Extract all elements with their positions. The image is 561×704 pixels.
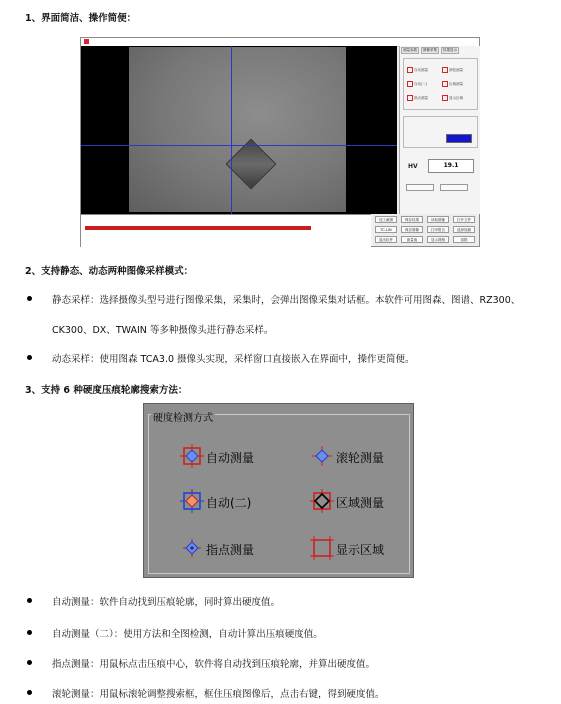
bullet-dot (27, 296, 32, 301)
bullet-dot (27, 630, 32, 635)
button-7[interactable]: 选择视频 (453, 226, 475, 233)
button-9[interactable]: 测量值 (401, 236, 423, 243)
bullet-dot (27, 355, 32, 360)
profile-bar (85, 226, 311, 230)
mini-option-2[interactable]: 滚轮测量 (442, 67, 463, 73)
mini-option-1[interactable]: 自动测量 (407, 67, 428, 73)
point-measure-icon (180, 536, 204, 560)
button-0[interactable]: 加工截图 (375, 216, 397, 223)
hv-value: 19.1 (428, 159, 474, 173)
section-heading-3: 3、支持 6 种硬度压痕轮廓搜索方法： (25, 385, 188, 396)
bullet-static-line1: 静态采样：选择摄像头型号进行图像采集，采集时，会弹出图像采集对话框。本软件可用图森、图谱、RZ300、 (52, 295, 521, 306)
option-label: 滚轮测量 (336, 451, 385, 465)
button-1[interactable]: 保存结果 (401, 216, 423, 223)
display-group (403, 116, 478, 148)
button-6[interactable]: 打印报告 (427, 226, 449, 233)
mini-option-3[interactable]: 自动(二) (407, 81, 427, 87)
option-auto-two[interactable] (180, 489, 280, 513)
mini-option-6[interactable]: 显示区域 (442, 95, 463, 101)
button-5[interactable]: 保存图像 (401, 226, 423, 233)
bullet-dot (27, 598, 32, 603)
option-area-measure[interactable] (310, 489, 410, 513)
bullet-dot (27, 660, 32, 665)
panel-title: 硬度检测方式 (151, 409, 215, 424)
mini-option-4[interactable]: 区域测量 (442, 81, 463, 87)
option-label: 自动测量 (206, 451, 255, 465)
option-label: 区域测量 (336, 496, 385, 510)
option-wheel-measure[interactable] (310, 444, 410, 468)
auto-two-icon (180, 489, 204, 513)
tab-capture[interactable]: 图像采集 (423, 48, 437, 52)
show-area-icon (310, 536, 334, 560)
bullet-dot (27, 690, 32, 695)
image-viewport[interactable] (81, 46, 397, 214)
microscope-image (129, 47, 346, 212)
button-11[interactable]: 清除 (453, 236, 475, 243)
bullet-auto-two: 自动测量（二）：使用方法和全图检测，自动计算出压痕硬度值。 (52, 629, 323, 640)
bullet-dynamic: 动态采样：使用图森 TCA3.0 摄像头实现，采样窗口直接嵌入在界面中，操作更简便。 (52, 354, 415, 365)
tab-measure[interactable]: 测量参数 (403, 48, 417, 52)
option-point-measure[interactable] (180, 536, 280, 560)
bullet-auto: 自动测量：软件自动找到压痕轮廓，同时算出硬度值。 (52, 597, 281, 608)
button-8[interactable]: 退出软件 (375, 236, 397, 243)
auto-measure-icon (180, 444, 204, 468)
crosshair-horizontal (81, 145, 397, 146)
mini-option-5[interactable]: 指点测量 (407, 95, 428, 101)
wheel-measure-icon (310, 444, 334, 468)
bullet-static-line2: CK300、DX、TWAIN 等多种摄像头进行静态采样。 (52, 325, 274, 336)
button-3[interactable]: 打开文件 (453, 216, 475, 223)
side-button-1[interactable] (406, 184, 434, 191)
button-10[interactable]: 显示网格 (427, 236, 449, 243)
measure-mode-panel (143, 403, 414, 578)
settings-panel (399, 46, 480, 214)
section-heading-2: 2、支持静态、动态两种图像采样模式： (25, 266, 194, 277)
option-auto-measure[interactable] (180, 444, 280, 468)
option-label: 显示区域 (336, 543, 385, 557)
method-group (403, 58, 478, 110)
bullet-wheel: 滚轮测量：用鼠标滚轮调整搜索框，框住压痕图像后，点击右键，得到硬度值。 (52, 689, 385, 700)
app-screenshot (80, 37, 480, 247)
profile-pane (81, 214, 371, 247)
tab-results[interactable]: 结果显示 (443, 48, 457, 52)
color-swatch[interactable] (446, 134, 472, 143)
button-2[interactable]: 读取图像 (427, 216, 449, 223)
option-show-area[interactable] (310, 536, 410, 560)
crosshair-vertical (231, 46, 232, 214)
option-label: 自动(二) (206, 496, 252, 510)
section-heading-1: 1、界面简洁、操作简便： (25, 13, 137, 24)
bullet-point: 指点测量：用鼠标点击压痕中心，软件将自动找到压痕轮廓，并算出硬度值。 (52, 659, 376, 670)
app-icon (84, 39, 89, 44)
option-label: 指点测量 (206, 543, 255, 557)
area-measure-icon (310, 489, 334, 513)
hv-label: HV (408, 163, 418, 170)
side-button-2[interactable] (440, 184, 468, 191)
button-4[interactable]: TC-LIN (375, 226, 397, 233)
button-pane (373, 214, 479, 246)
